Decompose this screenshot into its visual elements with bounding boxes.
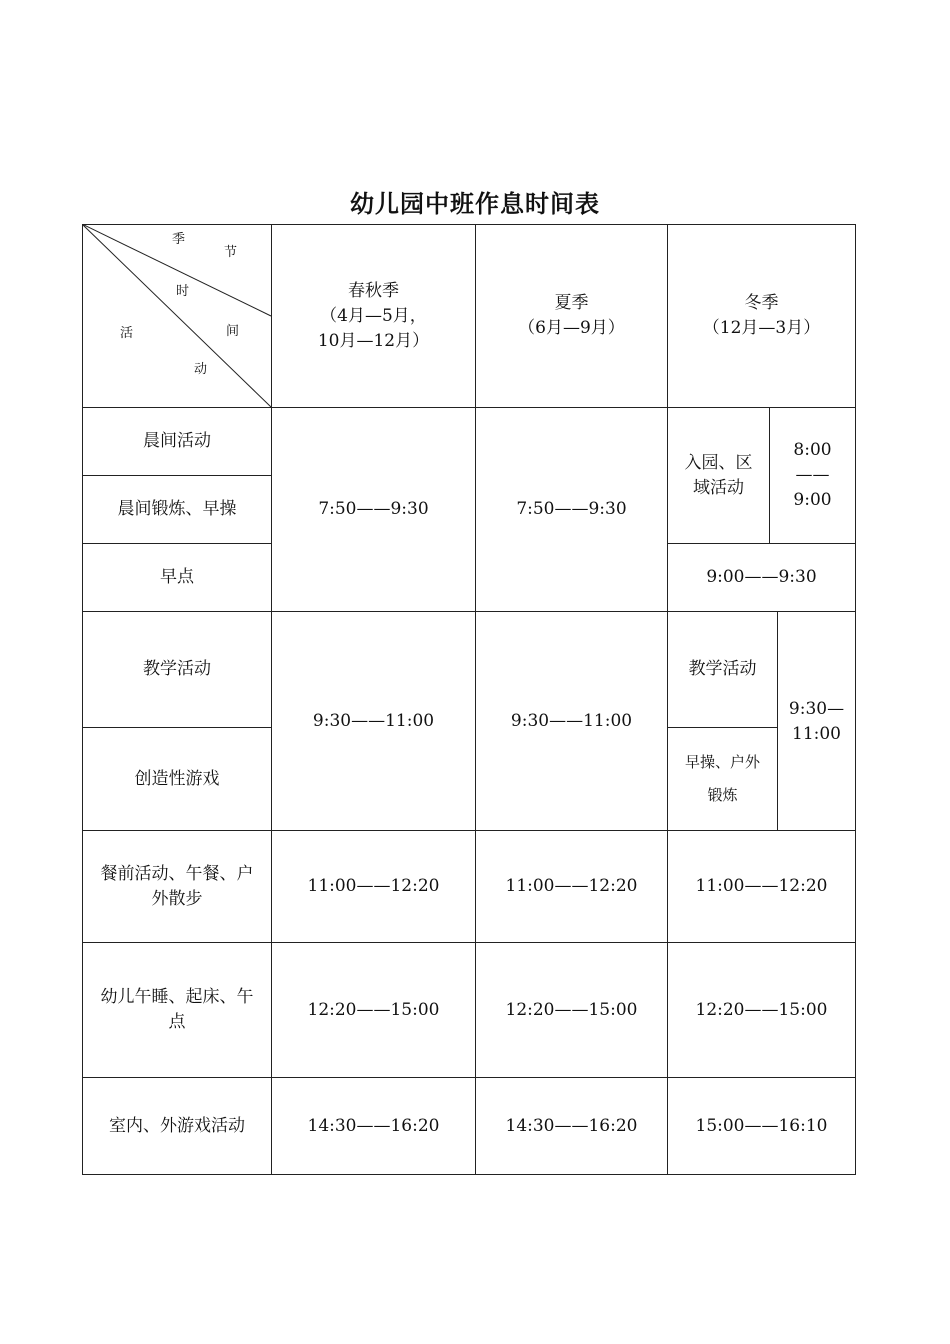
- time-spring-autumn-teaching: 9:30——11:00: [312, 710, 435, 731]
- winter-teaching: 教学活动: [688, 659, 757, 679]
- header-spring-autumn-range-2: 10月—12月）: [317, 330, 430, 351]
- corner-label-time-2: 间: [226, 324, 240, 339]
- time-nap-winter: 12:20——15:00: [695, 999, 828, 1020]
- time-nap-summer: 12:20——15:00: [505, 999, 638, 1020]
- activity-lunch-line-2: 外散步: [151, 888, 203, 909]
- header-winter-range: （12月—3月）: [702, 318, 821, 338]
- activity-exercise: 晨间锻炼、早操: [117, 499, 237, 519]
- time-play-summer: 14:30——16:20: [505, 1115, 638, 1136]
- activity-nap-line-1: 幼儿午睡、起床、午: [100, 987, 254, 1007]
- time-spring-autumn-morning: 7:50——9:30: [318, 499, 429, 519]
- winter-teaching-time-line-1: 9:30—: [788, 699, 845, 719]
- winter-enter-activity: [668, 408, 769, 543]
- page-title: 幼儿园中班作息时间表: [350, 190, 600, 218]
- header-spring-autumn: [272, 225, 475, 407]
- time-nap-spring-autumn: 12:20——15:00: [307, 999, 440, 1020]
- corner-label-season-1: 季: [172, 232, 186, 247]
- header-summer-name: 夏季: [554, 293, 589, 313]
- activity-morning: 晨间活动: [143, 431, 211, 451]
- time-lunch-summer: 11:00——12:20: [505, 876, 638, 896]
- header-winter: [668, 225, 855, 407]
- time-lunch-spring-autumn: 11:00——12:20: [307, 876, 440, 896]
- winter-enter-time-dash: ——: [795, 465, 830, 485]
- activity-nap: [83, 943, 271, 1077]
- activity-nap-line-2: 点: [168, 1012, 186, 1032]
- winter-enter-line-2: 域活动: [693, 477, 744, 498]
- corner-label-time-1: 时: [176, 284, 190, 299]
- time-summer-morning: 7:50——9:30: [516, 499, 627, 519]
- corner-label-activity-1: 活: [120, 326, 134, 341]
- time-lunch-winter: 11:00——12:20: [695, 876, 828, 896]
- winter-teaching-time: [778, 612, 855, 830]
- corner-label-season-2: 节: [224, 245, 238, 260]
- winter-snack-time: 9:00——9:30: [706, 567, 817, 587]
- winter-enter-line-1: 入园、区: [684, 452, 753, 473]
- header-spring-autumn-name: 春秋季: [348, 280, 399, 301]
- winter-enter-time: [770, 408, 855, 543]
- header-summer-range: （6月—9月）: [518, 318, 625, 338]
- header-winter-name: 冬季: [744, 293, 779, 313]
- winter-exercise: [668, 728, 777, 830]
- activity-lunch: [83, 831, 271, 942]
- header-spring-autumn-range-1: （4月—5月，: [320, 305, 427, 326]
- corner-diagonal: [82, 224, 272, 408]
- winter-teaching-time-line-2: 11:00: [792, 724, 841, 744]
- activity-creative: 创造性游戏: [134, 768, 220, 789]
- winter-exercise-line-2: 锻炼: [707, 786, 738, 804]
- winter-enter-time-start: 8:00: [793, 440, 832, 460]
- activity-play: 室内、外游戏活动: [109, 1115, 245, 1136]
- time-summer-teaching: 9:30——11:00: [510, 710, 633, 731]
- winter-exercise-line-1: 早操、户外: [684, 753, 760, 771]
- activity-teaching: 教学活动: [143, 659, 211, 679]
- corner-label-activity-2: 动: [194, 362, 208, 377]
- winter-enter-time-end: 9:00: [793, 490, 832, 510]
- activity-lunch-line-1: 餐前活动、午餐、户: [100, 863, 254, 884]
- time-play-winter: 15:00——16:10: [695, 1115, 828, 1136]
- time-play-spring-autumn: 14:30——16:20: [307, 1115, 440, 1136]
- header-summer: [476, 225, 667, 407]
- activity-snack: 早点: [160, 567, 194, 587]
